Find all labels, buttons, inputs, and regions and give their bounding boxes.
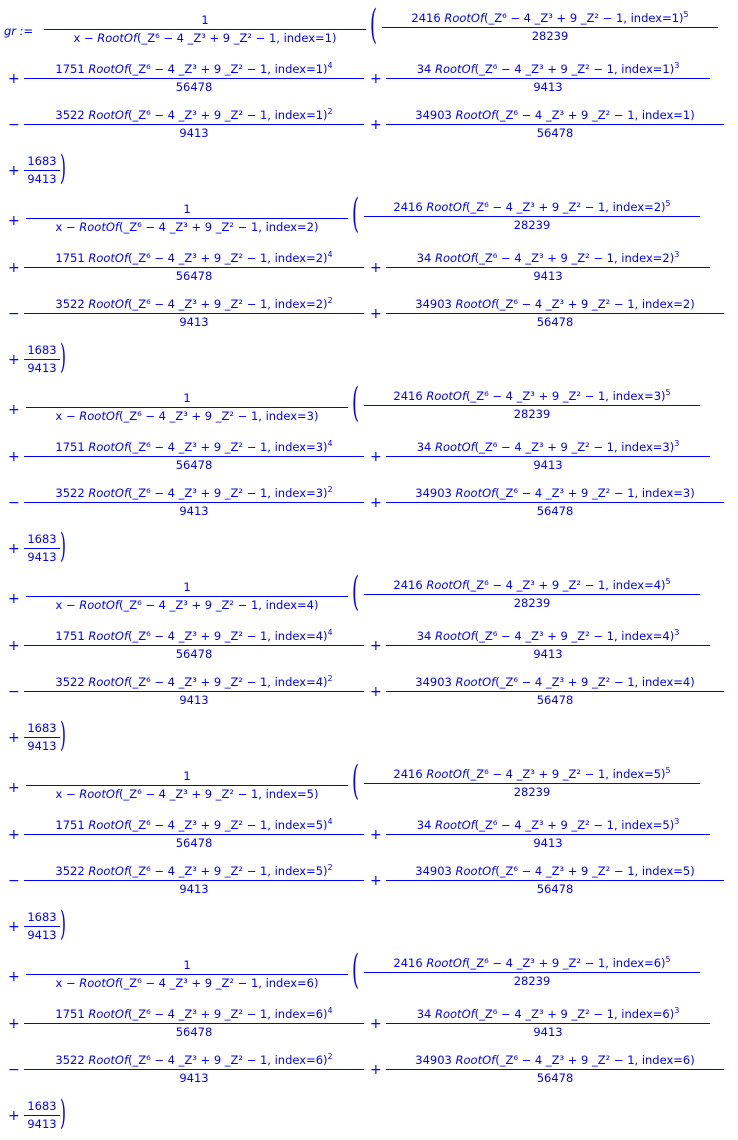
rootof-function: RootOf bbox=[79, 976, 119, 990]
reciprocal-term-3-bar bbox=[26, 407, 348, 408]
rootof-argument: (_Z⁶ − 4 _Z³ + 9 _Z² − 1, index=3) bbox=[118, 409, 319, 423]
term-power3-1-bar bbox=[386, 78, 710, 79]
plus-sign: + bbox=[370, 638, 382, 654]
term-power4-5-denominator: 56478 bbox=[175, 836, 213, 850]
open-paren: ( bbox=[352, 758, 360, 804]
exponent: 4 bbox=[327, 61, 333, 70]
term-power5-2-numerator: 2416 RootOf(_Z⁶ − 4 _Z³ + 9 _Z² − 1, index=2)$^5$ bbox=[393, 199, 671, 214]
rootof-function: RootOf bbox=[88, 108, 128, 122]
plus-sign: + bbox=[370, 71, 382, 87]
minus-sign: − bbox=[8, 1062, 20, 1078]
rootof-argument: (_Z⁶ − 4 _Z³ + 9 _Z² − 1, index=5) bbox=[495, 864, 695, 878]
term-power2-6-denominator: 9413 bbox=[179, 1071, 209, 1085]
plus-sign: + bbox=[8, 780, 20, 796]
rootof-argument: (_Z⁶ − 4 _Z³ + 9 _Z² − 1, index=4) bbox=[495, 675, 695, 689]
rootof-argument: (_Z⁶ − 4 _Z³ + 9 _Z² − 1, index=4) bbox=[118, 598, 319, 612]
term-power4-4-bar bbox=[24, 645, 364, 646]
term-constant-4-bar bbox=[24, 737, 60, 738]
term-power5-1-numerator: 2416 RootOf(_Z⁶ − 4 _Z³ + 9 _Z² − 1, index=1)$^5$ bbox=[411, 10, 689, 25]
rootof-function: RootOf bbox=[426, 200, 466, 214]
term-constant-5-numerator: 1683 bbox=[27, 910, 57, 924]
term-power4-2-bar bbox=[24, 267, 364, 268]
rootof-argument: (_Z⁶ − 4 _Z³ + 9 _Z² − 1, index=6) bbox=[495, 1053, 695, 1067]
open-paren: ( bbox=[370, 2, 378, 48]
term-power2-2-denominator: 9413 bbox=[179, 315, 209, 329]
rootof-argument: (_Z⁶ − 4 _Z³ + 9 _Z² − 1, index=5) bbox=[474, 818, 675, 832]
rootof-argument: (_Z⁶ − 4 _Z³ + 9 _Z² − 1, index=1) bbox=[474, 62, 675, 76]
assignment-label: gr := bbox=[4, 24, 34, 38]
term-power5-2-denominator: 28239 bbox=[513, 218, 551, 232]
term-constant-5-denominator: 9413 bbox=[27, 928, 57, 942]
plus-sign: + bbox=[8, 591, 20, 607]
term-power4-1-bar bbox=[24, 78, 364, 79]
reciprocal-term-1-bar bbox=[44, 29, 366, 30]
term-power4-3-numerator: 1751 RootOf(_Z⁶ − 4 _Z³ + 9 _Z² − 1, index=3)$^4$ bbox=[55, 439, 333, 454]
rootof-argument: (_Z⁶ − 4 _Z³ + 9 _Z² − 1, index=2) bbox=[474, 251, 675, 265]
minus-sign: − bbox=[8, 306, 20, 322]
term-power5-4-numerator: 2416 RootOf(_Z⁶ − 4 _Z³ + 9 _Z² − 1, index=4)$^5$ bbox=[393, 577, 671, 592]
term-power3-4-numerator: 34 RootOf(_Z⁶ − 4 _Z³ + 9 _Z² − 1, index=4)$^3$ bbox=[416, 628, 680, 643]
term-constant-4-denominator: 9413 bbox=[27, 739, 57, 753]
term-power3-2-denominator: 9413 bbox=[533, 269, 563, 283]
rootof-function: RootOf bbox=[79, 598, 119, 612]
open-paren: ( bbox=[352, 569, 360, 615]
term-power1-3-numerator: 34903 RootOf(_Z⁶ − 4 _Z³ + 9 _Z² − 1, index=3) bbox=[415, 486, 695, 500]
reciprocal-term-2-bar bbox=[26, 218, 348, 219]
rootof-argument: (_Z⁶ − 4 _Z³ + 9 _Z² − 1, index=5) bbox=[128, 818, 328, 832]
exponent: 4 bbox=[327, 439, 333, 448]
close-paren: ) bbox=[60, 715, 66, 755]
term-power2-5-bar bbox=[24, 880, 364, 881]
term-power4-4-denominator: 56478 bbox=[175, 647, 213, 661]
rootof-function: RootOf bbox=[455, 297, 496, 311]
term-constant-5-bar bbox=[24, 926, 60, 927]
term-power3-6-numerator: 34 RootOf(_Z⁶ − 4 _Z³ + 9 _Z² − 1, index=6)$^3$ bbox=[416, 1006, 680, 1021]
term-power3-1-numerator: 34 RootOf(_Z⁶ − 4 _Z³ + 9 _Z² − 1, index=1)$^3$ bbox=[416, 61, 680, 76]
term-constant-6-numerator: 1683 bbox=[27, 1099, 57, 1113]
term-constant-2-bar bbox=[24, 359, 60, 360]
reciprocal-term-6-bar bbox=[26, 974, 348, 975]
plus-sign: + bbox=[8, 1016, 20, 1032]
rootof-function: RootOf bbox=[79, 220, 119, 234]
term-power1-2-denominator: 56478 bbox=[536, 315, 574, 329]
rootof-function: RootOf bbox=[455, 486, 496, 500]
plus-sign: + bbox=[8, 402, 20, 418]
term-power4-2-numerator: 1751 RootOf(_Z⁶ − 4 _Z³ + 9 _Z² − 1, index=2)$^4$ bbox=[55, 250, 333, 265]
reciprocal-term-2-numerator: 1 bbox=[183, 202, 191, 216]
plus-sign: + bbox=[370, 117, 382, 133]
rootof-argument: (_Z⁶ − 4 _Z³ + 9 _Z² − 1, index=3) bbox=[474, 440, 675, 454]
exponent: 4 bbox=[327, 628, 333, 637]
reciprocal-term-5-numerator: 1 bbox=[183, 769, 191, 783]
term-power5-5-numerator: 2416 RootOf(_Z⁶ − 4 _Z³ + 9 _Z² − 1, index=5)$^5$ bbox=[393, 766, 671, 781]
plus-sign: + bbox=[370, 1062, 382, 1078]
exponent: 2 bbox=[327, 485, 333, 494]
exponent: 5 bbox=[683, 10, 689, 19]
rootof-function: RootOf bbox=[435, 62, 475, 76]
rootof-argument: (_Z⁶ − 4 _Z³ + 9 _Z² − 1, index=1) bbox=[136, 31, 337, 45]
rootof-function: RootOf bbox=[426, 578, 466, 592]
term-power2-1-denominator: 9413 bbox=[179, 126, 209, 140]
term-power5-6-numerator: 2416 RootOf(_Z⁶ − 4 _Z³ + 9 _Z² − 1, index=6)$^5$ bbox=[393, 955, 671, 970]
term-power1-6-numerator: 34903 RootOf(_Z⁶ − 4 _Z³ + 9 _Z² − 1, index=6) bbox=[415, 1053, 695, 1067]
plus-sign: + bbox=[8, 541, 20, 557]
term-power5-6-bar bbox=[364, 972, 700, 973]
term-power2-5-denominator: 9413 bbox=[179, 882, 209, 896]
term-power2-2-bar bbox=[24, 313, 364, 314]
minus-sign: − bbox=[8, 495, 20, 511]
plus-sign: + bbox=[8, 730, 20, 746]
term-power4-6-numerator: 1751 RootOf(_Z⁶ − 4 _Z³ + 9 _Z² − 1, index=6)$^4$ bbox=[55, 1006, 333, 1021]
plus-sign: + bbox=[370, 1016, 382, 1032]
term-power3-4-denominator: 9413 bbox=[533, 647, 563, 661]
rootof-argument: (_Z⁶ − 4 _Z³ + 9 _Z² − 1, index=6) bbox=[128, 1053, 328, 1067]
plus-sign: + bbox=[370, 684, 382, 700]
reciprocal-term-2-denominator: x − RootOf(_Z⁶ − 4 _Z³ + 9 _Z² − 1, index=2) bbox=[55, 220, 319, 234]
term-power2-1-bar bbox=[24, 124, 364, 125]
plus-sign: + bbox=[370, 495, 382, 511]
term-power1-5-numerator: 34903 RootOf(_Z⁶ − 4 _Z³ + 9 _Z² − 1, index=5) bbox=[415, 864, 695, 878]
term-constant-1-denominator: 9413 bbox=[27, 172, 57, 186]
term-power1-2-bar bbox=[386, 313, 724, 314]
rootof-function: RootOf bbox=[426, 389, 466, 403]
rootof-function: RootOf bbox=[97, 31, 137, 45]
term-power3-2-bar bbox=[386, 267, 710, 268]
term-constant-3-bar bbox=[24, 548, 60, 549]
plus-sign: + bbox=[8, 1108, 20, 1124]
plus-sign: + bbox=[8, 827, 20, 843]
exponent: 2 bbox=[327, 674, 333, 683]
close-paren: ) bbox=[60, 904, 66, 944]
close-paren: ) bbox=[60, 526, 66, 566]
term-power4-5-bar bbox=[24, 834, 364, 835]
rootof-function: RootOf bbox=[426, 956, 466, 970]
rootof-function: RootOf bbox=[455, 675, 496, 689]
plus-sign: + bbox=[8, 71, 20, 87]
plus-sign: + bbox=[8, 352, 20, 368]
rootof-function: RootOf bbox=[435, 818, 475, 832]
exponent: 2 bbox=[327, 296, 333, 305]
term-constant-6-denominator: 9413 bbox=[27, 1117, 57, 1131]
exponent: 3 bbox=[674, 439, 680, 448]
exponent: 5 bbox=[665, 199, 671, 208]
rootof-argument: (_Z⁶ − 4 _Z³ + 9 _Z² − 1, index=4) bbox=[128, 675, 328, 689]
rootof-function: RootOf bbox=[88, 675, 128, 689]
term-power2-4-bar bbox=[24, 691, 364, 692]
rootof-function: RootOf bbox=[455, 108, 496, 122]
rootof-function: RootOf bbox=[444, 11, 484, 25]
rootof-function: RootOf bbox=[88, 251, 128, 265]
plus-sign: + bbox=[370, 260, 382, 276]
rootof-argument: (_Z⁶ − 4 _Z³ + 9 _Z² − 1, index=6) bbox=[474, 1007, 675, 1021]
rootof-argument: (_Z⁶ − 4 _Z³ + 9 _Z² − 1, index=4) bbox=[128, 629, 328, 643]
term-constant-4-numerator: 1683 bbox=[27, 721, 57, 735]
term-power4-5-numerator: 1751 RootOf(_Z⁶ − 4 _Z³ + 9 _Z² − 1, index=5)$^4$ bbox=[55, 817, 333, 832]
reciprocal-term-1-numerator: 1 bbox=[201, 13, 209, 27]
term-constant-3-numerator: 1683 bbox=[27, 532, 57, 546]
close-paren: ) bbox=[60, 337, 66, 377]
rootof-function: RootOf bbox=[455, 864, 496, 878]
term-power5-1-denominator: 28239 bbox=[531, 29, 569, 43]
term-power4-3-bar bbox=[24, 456, 364, 457]
term-power3-6-bar bbox=[386, 1023, 710, 1024]
exponent: 3 bbox=[674, 628, 680, 637]
rootof-function: RootOf bbox=[88, 297, 128, 311]
term-power2-5-numerator: 3522 RootOf(_Z⁶ − 4 _Z³ + 9 _Z² − 1, index=5)$^2$ bbox=[55, 863, 333, 878]
term-constant-2-denominator: 9413 bbox=[27, 361, 57, 375]
reciprocal-term-4-bar bbox=[26, 596, 348, 597]
term-power4-1-denominator: 56478 bbox=[175, 80, 213, 94]
term-power5-4-denominator: 28239 bbox=[513, 596, 551, 610]
minus-sign: − bbox=[8, 873, 20, 889]
rootof-function: RootOf bbox=[435, 1007, 475, 1021]
rootof-function: RootOf bbox=[88, 1007, 128, 1021]
term-power2-4-numerator: 3522 RootOf(_Z⁶ − 4 _Z³ + 9 _Z² − 1, index=4)$^2$ bbox=[55, 674, 333, 689]
term-power1-3-bar bbox=[386, 502, 724, 503]
rootof-function: RootOf bbox=[88, 486, 128, 500]
term-power3-3-numerator: 34 RootOf(_Z⁶ − 4 _Z³ + 9 _Z² − 1, index=3)$^3$ bbox=[416, 439, 680, 454]
term-power3-1-denominator: 9413 bbox=[533, 80, 563, 94]
rootof-argument: (_Z⁶ − 4 _Z³ + 9 _Z² − 1, index=5) bbox=[118, 787, 319, 801]
plus-sign: + bbox=[370, 306, 382, 322]
rootof-argument: (_Z⁶ − 4 _Z³ + 9 _Z² − 1, index=2) bbox=[495, 297, 695, 311]
rootof-function: RootOf bbox=[88, 62, 128, 76]
rootof-function: RootOf bbox=[435, 440, 475, 454]
rootof-argument: (_Z⁶ − 4 _Z³ + 9 _Z² − 1, index=3) bbox=[128, 440, 328, 454]
term-power3-5-bar bbox=[386, 834, 710, 835]
term-power1-1-bar bbox=[386, 124, 724, 125]
rootof-argument: (_Z⁶ − 4 _Z³ + 9 _Z² − 1, index=3) bbox=[495, 486, 695, 500]
rootof-argument: (_Z⁶ − 4 _Z³ + 9 _Z² − 1, index=6) bbox=[466, 956, 666, 970]
term-power2-3-bar bbox=[24, 502, 364, 503]
term-power2-3-numerator: 3522 RootOf(_Z⁶ − 4 _Z³ + 9 _Z² − 1, index=3)$^2$ bbox=[55, 485, 333, 500]
rootof-function: RootOf bbox=[455, 1053, 496, 1067]
term-power5-3-numerator: 2416 RootOf(_Z⁶ − 4 _Z³ + 9 _Z² − 1, index=3)$^5$ bbox=[393, 388, 671, 403]
rootof-argument: (_Z⁶ − 4 _Z³ + 9 _Z² − 1, index=6) bbox=[128, 1007, 328, 1021]
term-power4-4-numerator: 1751 RootOf(_Z⁶ − 4 _Z³ + 9 _Z² − 1, index=4)$^4$ bbox=[55, 628, 333, 643]
plus-sign: + bbox=[370, 827, 382, 843]
term-constant-6-bar bbox=[24, 1115, 60, 1116]
plus-sign: + bbox=[370, 449, 382, 465]
term-power5-5-denominator: 28239 bbox=[513, 785, 551, 799]
reciprocal-term-4-denominator: x − RootOf(_Z⁶ − 4 _Z³ + 9 _Z² − 1, index=4) bbox=[55, 598, 319, 612]
exponent: 4 bbox=[327, 817, 333, 826]
rootof-function: RootOf bbox=[435, 251, 475, 265]
term-power3-2-numerator: 34 RootOf(_Z⁶ − 4 _Z³ + 9 _Z² − 1, index=2)$^3$ bbox=[416, 250, 680, 265]
reciprocal-term-3-denominator: x − RootOf(_Z⁶ − 4 _Z³ + 9 _Z² − 1, index=3) bbox=[55, 409, 319, 423]
rootof-function: RootOf bbox=[88, 818, 128, 832]
term-power4-2-denominator: 56478 bbox=[175, 269, 213, 283]
rootof-function: RootOf bbox=[88, 629, 128, 643]
exponent: 3 bbox=[674, 1006, 680, 1015]
plus-sign: + bbox=[8, 919, 20, 935]
rootof-function: RootOf bbox=[88, 440, 128, 454]
term-constant-1-bar bbox=[24, 170, 60, 171]
rootof-argument: (_Z⁶ − 4 _Z³ + 9 _Z² − 1, index=4) bbox=[466, 578, 666, 592]
exponent: 3 bbox=[674, 250, 680, 259]
reciprocal-term-4-numerator: 1 bbox=[183, 580, 191, 594]
term-power1-1-denominator: 56478 bbox=[536, 126, 574, 140]
term-power4-3-denominator: 56478 bbox=[175, 458, 213, 472]
rootof-argument: (_Z⁶ − 4 _Z³ + 9 _Z² − 1, index=3) bbox=[128, 486, 328, 500]
minus-sign: − bbox=[8, 117, 20, 133]
exponent: 5 bbox=[665, 388, 671, 397]
term-power1-1-numerator: 34903 RootOf(_Z⁶ − 4 _Z³ + 9 _Z² − 1, index=1) bbox=[415, 108, 695, 122]
term-power2-1-numerator: 3522 RootOf(_Z⁶ − 4 _Z³ + 9 _Z² − 1, index=1)$^2$ bbox=[55, 107, 333, 122]
exponent: 3 bbox=[674, 61, 680, 70]
close-paren: ) bbox=[60, 148, 66, 188]
term-power1-4-bar bbox=[386, 691, 724, 692]
rootof-argument: (_Z⁶ − 4 _Z³ + 9 _Z² − 1, index=1) bbox=[128, 108, 328, 122]
exponent: 5 bbox=[665, 766, 671, 775]
exponent: 5 bbox=[665, 955, 671, 964]
exponent: 4 bbox=[327, 1006, 333, 1015]
open-paren: ( bbox=[352, 947, 360, 993]
open-paren: ( bbox=[352, 191, 360, 237]
rootof-function: RootOf bbox=[79, 409, 119, 423]
term-power4-6-bar bbox=[24, 1023, 364, 1024]
term-power5-3-denominator: 28239 bbox=[513, 407, 551, 421]
term-power5-5-bar bbox=[364, 783, 700, 784]
rootof-function: RootOf bbox=[435, 629, 475, 643]
rootof-argument: (_Z⁶ − 4 _Z³ + 9 _Z² − 1, index=5) bbox=[128, 864, 328, 878]
term-power1-4-numerator: 34903 RootOf(_Z⁶ − 4 _Z³ + 9 _Z² − 1, index=4) bbox=[415, 675, 695, 689]
reciprocal-term-5-denominator: x − RootOf(_Z⁶ − 4 _Z³ + 9 _Z² − 1, index=5) bbox=[55, 787, 319, 801]
rootof-argument: (_Z⁶ − 4 _Z³ + 9 _Z² − 1, index=4) bbox=[474, 629, 675, 643]
rootof-function: RootOf bbox=[79, 787, 119, 801]
rootof-argument: (_Z⁶ − 4 _Z³ + 9 _Z² − 1, index=2) bbox=[118, 220, 319, 234]
exponent: 3 bbox=[674, 817, 680, 826]
term-constant-1-numerator: 1683 bbox=[27, 154, 57, 168]
rootof-argument: (_Z⁶ − 4 _Z³ + 9 _Z² − 1, index=1) bbox=[495, 108, 695, 122]
reciprocal-term-1-denominator: x − RootOf(_Z⁶ − 4 _Z³ + 9 _Z² − 1, index=1) bbox=[73, 31, 337, 45]
rootof-function: RootOf bbox=[88, 1053, 128, 1067]
term-power1-3-denominator: 56478 bbox=[536, 504, 574, 518]
term-constant-2-numerator: 1683 bbox=[27, 343, 57, 357]
term-power3-3-denominator: 9413 bbox=[533, 458, 563, 472]
term-power1-2-numerator: 34903 RootOf(_Z⁶ − 4 _Z³ + 9 _Z² − 1, index=2) bbox=[415, 297, 695, 311]
term-power1-5-bar bbox=[386, 880, 724, 881]
term-power2-6-bar bbox=[24, 1069, 364, 1070]
plus-sign: + bbox=[8, 969, 20, 985]
term-power5-1-bar bbox=[382, 27, 718, 28]
term-power5-4-bar bbox=[364, 594, 700, 595]
exponent: 2 bbox=[327, 107, 333, 116]
term-power2-2-numerator: 3522 RootOf(_Z⁶ − 4 _Z³ + 9 _Z² − 1, index=2)$^2$ bbox=[55, 296, 333, 311]
plus-sign: + bbox=[8, 260, 20, 276]
plus-sign: + bbox=[8, 213, 20, 229]
rootof-argument: (_Z⁶ − 4 _Z³ + 9 _Z² − 1, index=1) bbox=[128, 62, 328, 76]
term-power5-3-bar bbox=[364, 405, 700, 406]
exponent: 4 bbox=[327, 250, 333, 259]
rootof-argument: (_Z⁶ − 4 _Z³ + 9 _Z² − 1, index=3) bbox=[466, 389, 666, 403]
term-power3-5-numerator: 34 RootOf(_Z⁶ − 4 _Z³ + 9 _Z² − 1, index=5)$^3$ bbox=[416, 817, 680, 832]
rootof-function: RootOf bbox=[88, 864, 128, 878]
term-power2-4-denominator: 9413 bbox=[179, 693, 209, 707]
rootof-argument: (_Z⁶ − 4 _Z³ + 9 _Z² − 1, index=2) bbox=[128, 251, 328, 265]
exponent: 2 bbox=[327, 1052, 333, 1061]
term-power3-6-denominator: 9413 bbox=[533, 1025, 563, 1039]
term-power3-4-bar bbox=[386, 645, 710, 646]
plus-sign: + bbox=[8, 163, 20, 179]
term-power5-6-denominator: 28239 bbox=[513, 974, 551, 988]
exponent: 5 bbox=[665, 577, 671, 586]
plus-sign: + bbox=[370, 873, 382, 889]
term-constant-3-denominator: 9413 bbox=[27, 550, 57, 564]
reciprocal-term-3-numerator: 1 bbox=[183, 391, 191, 405]
reciprocal-term-6-numerator: 1 bbox=[183, 958, 191, 972]
term-power2-6-numerator: 3522 RootOf(_Z⁶ − 4 _Z³ + 9 _Z² − 1, index=6)$^2$ bbox=[55, 1052, 333, 1067]
plus-sign: + bbox=[8, 449, 20, 465]
rootof-argument: (_Z⁶ − 4 _Z³ + 9 _Z² − 1, index=2) bbox=[466, 200, 666, 214]
rootof-function: RootOf bbox=[426, 767, 466, 781]
term-power2-3-denominator: 9413 bbox=[179, 504, 209, 518]
term-power5-2-bar bbox=[364, 216, 700, 217]
plus-sign: + bbox=[8, 638, 20, 654]
term-power1-4-denominator: 56478 bbox=[536, 693, 574, 707]
open-paren: ( bbox=[352, 380, 360, 426]
reciprocal-term-6-denominator: x − RootOf(_Z⁶ − 4 _Z³ + 9 _Z² − 1, index=6) bbox=[55, 976, 319, 990]
rootof-argument: (_Z⁶ − 4 _Z³ + 9 _Z² − 1, index=1) bbox=[484, 11, 684, 25]
term-power4-1-numerator: 1751 RootOf(_Z⁶ − 4 _Z³ + 9 _Z² − 1, index=1)$^4$ bbox=[55, 61, 333, 76]
close-paren: ) bbox=[60, 1093, 66, 1133]
term-power1-6-denominator: 56478 bbox=[536, 1071, 574, 1085]
term-power4-6-denominator: 56478 bbox=[175, 1025, 213, 1039]
reciprocal-term-5-bar bbox=[26, 785, 348, 786]
rootof-argument: (_Z⁶ − 4 _Z³ + 9 _Z² − 1, index=5) bbox=[466, 767, 666, 781]
rootof-argument: (_Z⁶ − 4 _Z³ + 9 _Z² − 1, index=6) bbox=[118, 976, 319, 990]
minus-sign: − bbox=[8, 684, 20, 700]
rootof-argument: (_Z⁶ − 4 _Z³ + 9 _Z² − 1, index=2) bbox=[128, 297, 328, 311]
term-power1-6-bar bbox=[386, 1069, 724, 1070]
term-power3-5-denominator: 9413 bbox=[533, 836, 563, 850]
term-power3-3-bar bbox=[386, 456, 710, 457]
term-power1-5-denominator: 56478 bbox=[536, 882, 574, 896]
exponent: 2 bbox=[327, 863, 333, 872]
